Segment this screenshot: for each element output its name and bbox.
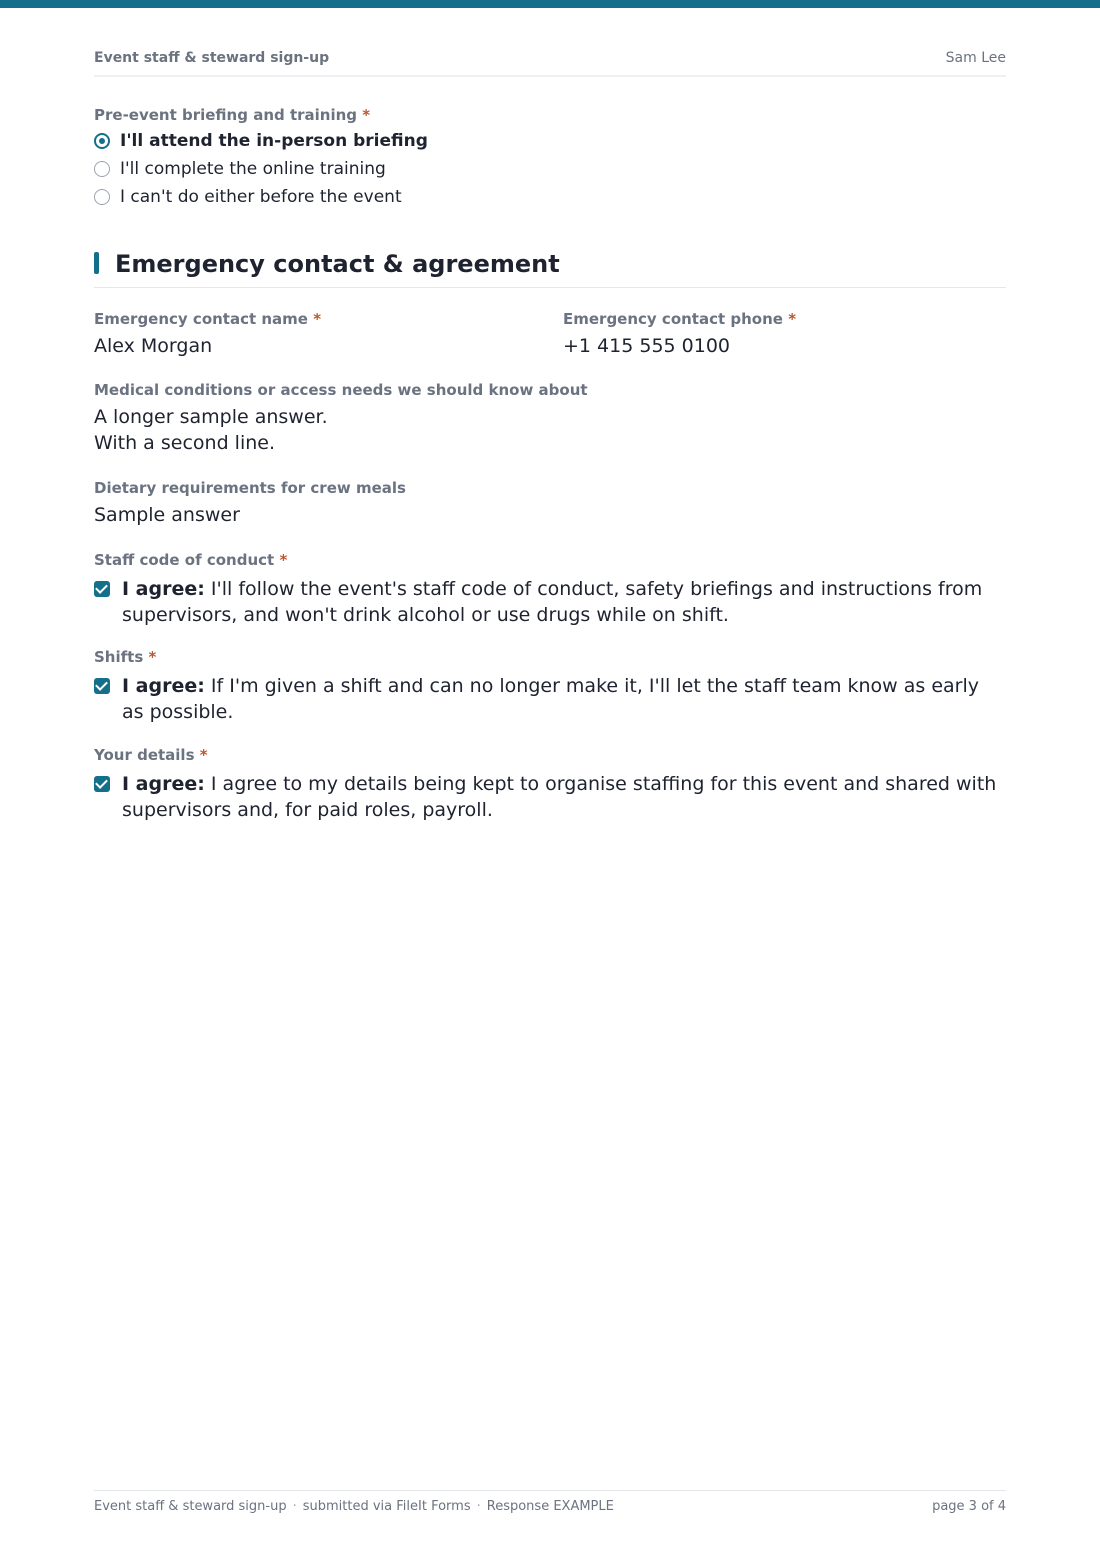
section-header xyxy=(94,250,1006,288)
radio-empty-icon[interactable] xyxy=(94,161,110,177)
medical-label: Medical conditions or access needs we should know about xyxy=(94,381,588,399)
emergency-phone-value: +1 415 555 0100 xyxy=(563,335,731,357)
dietary-field xyxy=(94,478,1006,528)
required-mark: * xyxy=(313,310,322,328)
emergency-name-field xyxy=(94,309,534,359)
conduct-agreement[interactable] xyxy=(94,576,1006,628)
briefing-option-neither[interactable] xyxy=(94,183,1006,211)
conduct-field xyxy=(94,550,1006,628)
dietary-label: Dietary requirements for crew meals xyxy=(94,479,406,497)
briefing-label: Pre-event briefing and training * xyxy=(94,106,371,124)
required-mark: * xyxy=(148,648,157,666)
conduct-label: Staff code of conduct * xyxy=(94,551,288,569)
radio-selected-icon[interactable] xyxy=(94,133,110,149)
emergency-phone-field xyxy=(563,309,1006,359)
radio-empty-icon[interactable] xyxy=(94,189,110,205)
emergency-phone-label: Emergency contact phone * xyxy=(563,310,797,328)
page-number: page 3 of 4 xyxy=(932,1499,1006,1514)
details-field xyxy=(94,745,1006,823)
option-label: I can't do either before the event xyxy=(120,187,402,207)
page-header xyxy=(94,48,1006,77)
respondent-name: Sam Lee xyxy=(945,50,1006,66)
required-mark: * xyxy=(279,551,288,569)
emergency-name-value: Alex Morgan xyxy=(94,335,213,357)
checkbox-checked-icon[interactable] xyxy=(94,776,110,792)
briefing-option-online[interactable] xyxy=(94,155,1006,183)
agreement-text: I agree: If I'm given a shift and can no longer make it, I'll let the staff team know as early as possible. xyxy=(122,675,979,723)
agreement-text: I agree: I agree to my details being kept to organise staffing for this event and shared with supervisors and, for paid roles, payroll. xyxy=(122,773,997,821)
form-response-page xyxy=(94,0,1006,1556)
required-mark: * xyxy=(199,746,208,764)
form-title: Event staff & steward sign-up xyxy=(94,50,330,66)
agreement-text: I agree: I'll follow the event's staff code of conduct, safety briefings and instructions from supervisors, and won't drink alcohol or use drugs while on shift. xyxy=(122,578,983,626)
section-title: Emergency contact & agreement xyxy=(115,250,560,278)
emergency-name-label: Emergency contact name * xyxy=(94,310,322,328)
page-footer xyxy=(94,1490,1006,1520)
checkbox-checked-icon[interactable] xyxy=(94,678,110,694)
footer-info: Event staff & steward sign-up · submitted via FileIt Forms · Response EXAMPLE xyxy=(94,1499,614,1514)
section-accent-bar xyxy=(94,252,99,274)
option-label: I'll attend the in-person briefing xyxy=(120,131,428,151)
details-agreement[interactable] xyxy=(94,771,1006,823)
medical-value: A longer sample answer. With a second line. xyxy=(94,406,328,454)
shifts-field xyxy=(94,647,1006,725)
details-label: Your details * xyxy=(94,746,208,764)
checkbox-checked-icon[interactable] xyxy=(94,581,110,597)
shifts-label: Shifts * xyxy=(94,648,157,666)
dietary-value: Sample answer xyxy=(94,504,240,526)
shifts-agreement[interactable] xyxy=(94,673,1006,725)
option-label: I'll complete the online training xyxy=(120,159,386,179)
medical-field xyxy=(94,380,1006,456)
briefing-question xyxy=(94,105,1006,211)
required-mark: * xyxy=(788,310,797,328)
briefing-option-in-person[interactable] xyxy=(94,127,1006,155)
required-mark: * xyxy=(362,106,371,124)
